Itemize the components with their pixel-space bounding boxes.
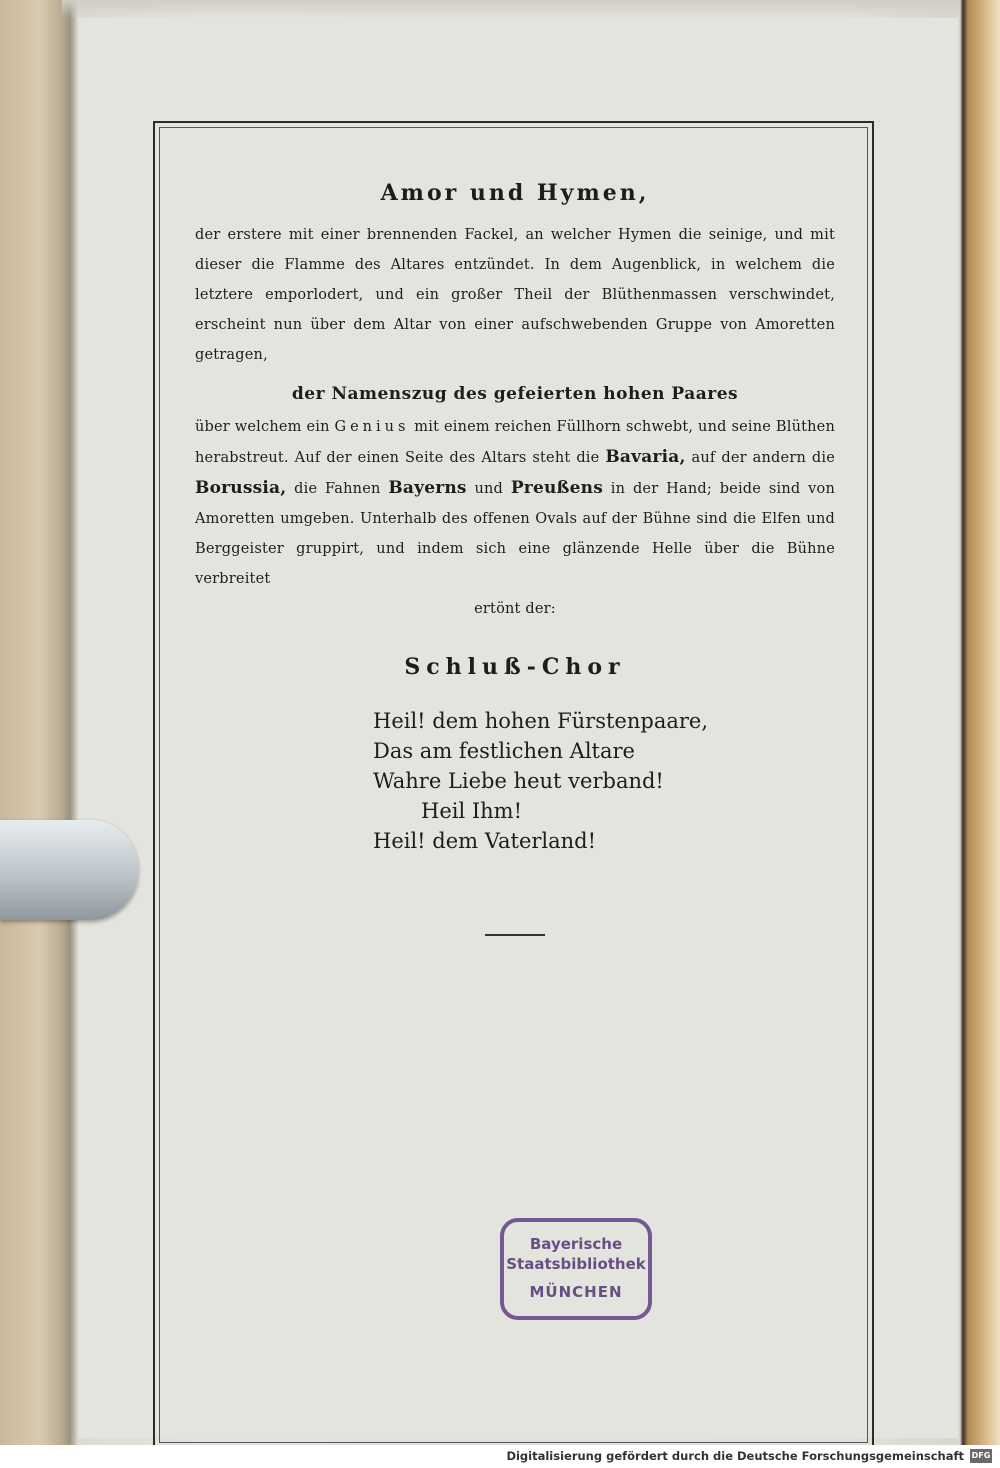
closing-rule: [485, 934, 545, 936]
chor-heading: Schluß-Chor: [404, 654, 626, 680]
page-clip: [0, 820, 138, 920]
subheading: der Namenszug des gefeierten hohen Paares: [291, 384, 739, 404]
text-run: über welchem ein: [195, 419, 330, 435]
verse-line: Heil! dem Vaterland!: [373, 829, 597, 853]
dfg-logo: DFG: [970, 1449, 992, 1463]
verse-block: [373, 706, 835, 856]
stamp-line: MÜNCHEN: [529, 1283, 623, 1301]
text-run: in der Hand; beide sind von Amoretten umgeben. Unterhalb des offenen Ovals auf der Bühne sind die Elfen und Berggeister gruppirt, und indem sich eine glänzende Helle über die Bühne verbreitet: [195, 481, 835, 587]
emphasis-genius: Genius: [334, 419, 410, 435]
page-edge: [62, 0, 960, 18]
ertoent-line: ertönt der:: [474, 601, 556, 617]
text-run: mit einem reichen Füllhorn schwebt, und seine Blüthen herabstreut. Auf der einen Seite des Altars steht die: [195, 419, 836, 466]
emphasis-preussens: Preußens: [510, 478, 604, 498]
paragraph-main: [195, 412, 835, 594]
text-run: auf der andern die: [691, 450, 835, 466]
section-heading: Amor und Hymen,: [380, 180, 650, 206]
emphasis-borussia: Borussia,: [195, 478, 287, 498]
verse-line: Heil! dem hohen Fürstenpaare,: [373, 709, 708, 733]
emphasis-bayerns: Bayerns: [388, 478, 467, 498]
stamp-line: Bayerische: [529, 1235, 623, 1253]
footer-bar: [0, 1445, 1000, 1468]
text-run: die Fahnen: [294, 481, 381, 497]
paragraph-intro: der erstere mit einer brennenden Fackel, an welcher Hymen die seinige, und mit dieser die Flamme des Altares entzündet. In dem Augenblick, in welchem die letztere emporlodert, und ein großer Theil der Blüthenmassen verschwindet, erscheint nun über dem Altar von einer aufschwebenden Gruppe von Amoretten getragen,: [195, 227, 835, 363]
emphasis-bavaria: Bavaria,: [605, 447, 686, 467]
page-content: [195, 180, 835, 936]
verse-line: Heil Ihm!: [421, 799, 523, 823]
verse-line: Das am festlichen Altare: [373, 739, 635, 763]
verse-line: Wahre Liebe heut verband!: [373, 769, 664, 793]
stamp-line: Staatsbibliothek: [506, 1255, 646, 1273]
library-stamp: [500, 1218, 652, 1320]
footer-credit: Digitalisierung gefördert durch die Deutsche Forschungsgemeinschaft: [506, 1449, 964, 1463]
text-run: und: [474, 481, 504, 497]
